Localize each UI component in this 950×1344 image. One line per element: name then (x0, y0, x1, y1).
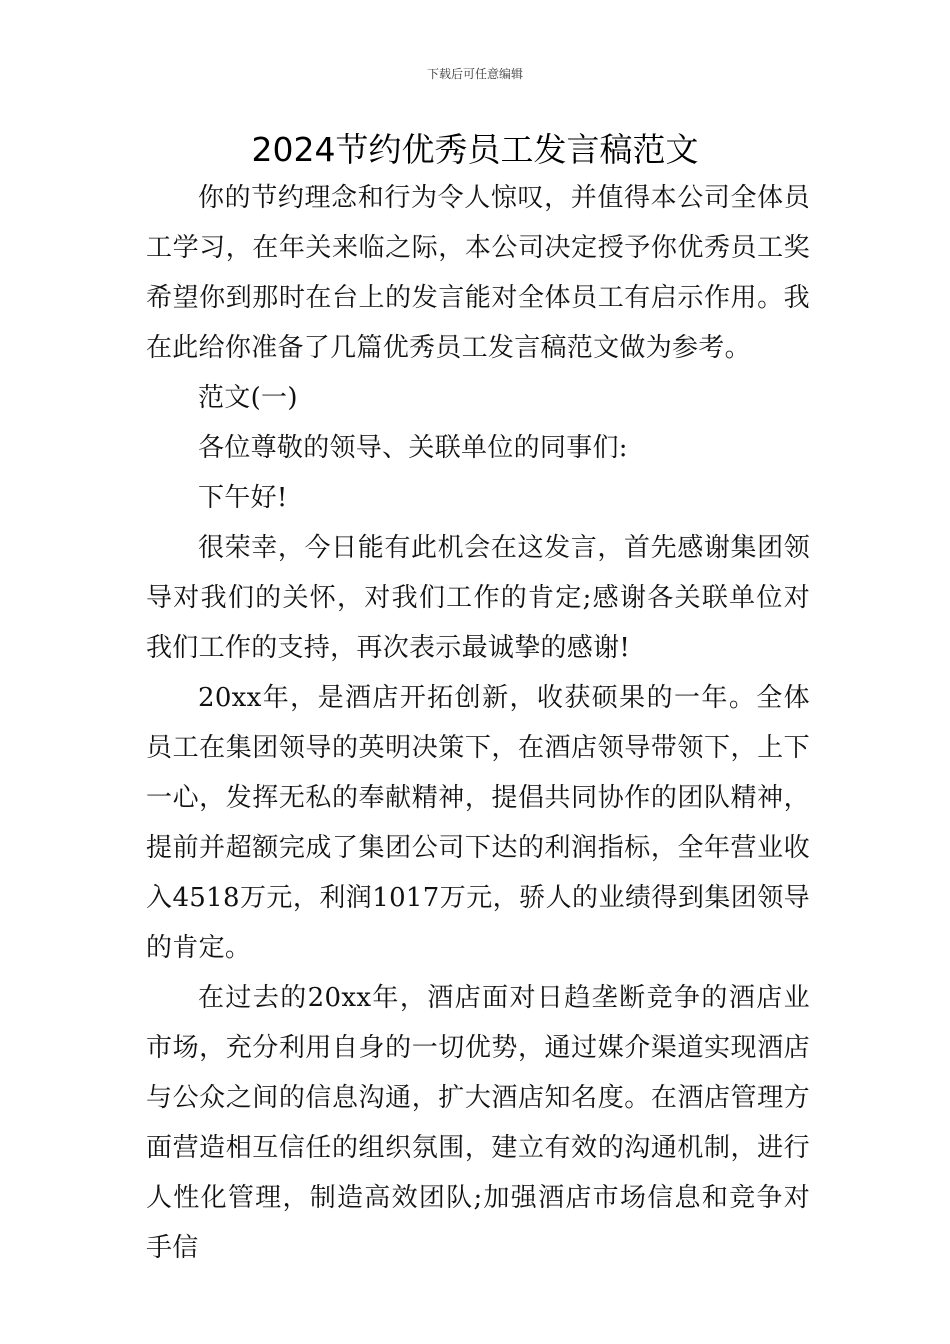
paragraph-intro: 你的节约理念和行为令人惊叹，并值得本公司全体员工学习，在年关来临之际，本公司决定授予你优秀员工奖希望你到那时在台上的发言能对全体员工有启示作用。我在此给你准备了几篇优秀员工发言稿范文做为参考。 (146, 183, 810, 363)
document-body (146, 173, 810, 1273)
paragraph-past-year: 在过去的20xx年，酒店面对日趋垄断竞争的酒店业市场，充分利用自身的一切优势，通过媒介渠道实现酒店与公众之间的信息沟通，扩大酒店知名度。在酒店管理方面营造相互信任的组织氛围，建立有效的沟通机制，进行人性化管理，制造高效团队;加强酒店市场信息和竞争对手信 (146, 983, 810, 1263)
paragraph-sample-heading: 范文(一) (198, 383, 298, 413)
paragraph-greeting: 下午好! (198, 483, 288, 513)
header-note: 下载后可任意编辑 (426, 67, 523, 81)
paragraph-achievements: 20xx年，是酒店开拓创新，收获硕果的一年。全体员工在集团领导的英明决策下，在酒店领导带领下，上下一心，发挥无私的奉献精神，提倡共同协作的团队精神，提前并超额完成了集团公司下达的利润指标，全年营业收入4518万元，利润1017万元，骄人的业绩得到集团领导的肯定。 (146, 683, 810, 963)
document-title: 2024节约优秀员工发言稿范文 (251, 130, 699, 169)
paragraph-salutation: 各位尊敬的领导、关联单位的同事们: (198, 433, 628, 463)
paragraph-thanks: 很荣幸，今日能有此机会在这发言，首先感谢集团领导对我们的关怀，对我们工作的肯定;感谢各关联单位对我们工作的支持，再次表示最诚挚的感谢! (146, 533, 810, 663)
